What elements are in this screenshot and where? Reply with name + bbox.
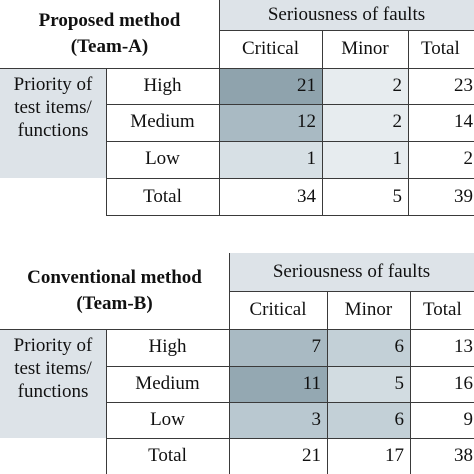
grid-line (410, 291, 411, 474)
grid-line (106, 402, 474, 403)
value-low-total: 2 (463, 148, 473, 170)
table-a-title-line2: (Team-A) (70, 36, 149, 57)
grid-line (322, 30, 323, 216)
value-low-minor: 6 (394, 408, 404, 430)
grid-line (106, 329, 107, 474)
value-total-critical: 21 (302, 444, 321, 466)
col-critical-header: Critical (242, 37, 299, 59)
col-total-header: Total (423, 298, 462, 320)
value-low-critical: 1 (306, 148, 316, 170)
value-high-minor: 6 (394, 336, 404, 358)
col-total-header: Total (421, 37, 460, 59)
grid-line (327, 291, 328, 474)
grid-line (106, 178, 474, 179)
table-team-b (0, 253, 474, 469)
row-label-total: Total (148, 444, 187, 466)
priority-line3: functions (17, 119, 89, 141)
row-label-medium: Medium (135, 372, 200, 394)
value-medium-critical: 12 (297, 111, 316, 133)
priority-line3: functions (17, 380, 89, 402)
value-low-total: 9 (463, 408, 473, 430)
grid-line (229, 291, 474, 292)
value-medium-minor: 5 (394, 372, 404, 394)
col-minor-header: Minor (344, 298, 393, 320)
priority-line2: test items/ (14, 96, 92, 118)
row-label-medium: Medium (130, 111, 195, 133)
value-low-minor: 1 (392, 148, 402, 170)
grid-line (0, 68, 474, 69)
seriousness-header: Seriousness of faults (272, 260, 431, 282)
priority-label (0, 329, 106, 438)
grid-line (106, 366, 474, 367)
priority-line1: Priority of (13, 335, 93, 356)
grid-line (106, 438, 474, 439)
value-high-minor: 2 (392, 74, 402, 96)
row-label-high: High (148, 336, 187, 358)
grid-line (219, 0, 220, 216)
row-label-high: High (143, 74, 182, 96)
table-team-a (0, 0, 474, 216)
value-high-total: 13 (454, 336, 473, 358)
priority-label (0, 68, 106, 178)
grid-line (408, 30, 409, 216)
value-low-critical: 3 (311, 408, 321, 430)
table-a-title-line1: Proposed method (38, 10, 181, 32)
grid-line (106, 215, 474, 216)
value-medium-critical: 11 (302, 372, 321, 394)
value-medium-total: 16 (454, 372, 473, 394)
value-total-total: 38 (454, 444, 473, 466)
value-medium-minor: 2 (392, 111, 402, 133)
table-a-title (0, 0, 219, 68)
grid-line (106, 104, 474, 105)
value-high-total: 23 (454, 74, 473, 96)
priority-line2: test items/ (14, 357, 92, 379)
row-label-total: Total (143, 185, 182, 207)
value-total-total: 39 (454, 185, 473, 207)
value-total-critical: 34 (297, 185, 316, 207)
table-b-title (0, 255, 229, 327)
priority-line1: Priority of (13, 74, 93, 95)
grid-line (0, 329, 474, 330)
col-critical-header: Critical (249, 298, 307, 320)
value-high-critical: 21 (297, 74, 316, 96)
row-label-low: Low (145, 148, 180, 170)
col-minor-header: Minor (341, 37, 389, 59)
grid-line (106, 141, 474, 142)
value-total-minor: 5 (392, 185, 402, 207)
table-b-title-line1: Conventional method (27, 267, 202, 289)
value-total-minor: 17 (385, 444, 404, 466)
grid-line (219, 30, 474, 31)
row-label-low: Low (150, 408, 185, 430)
table-b-title-line2: (Team-B) (76, 293, 153, 314)
grid-line (229, 253, 230, 474)
grid-line (106, 68, 107, 216)
value-high-critical: 7 (311, 336, 321, 358)
seriousness-header: Seriousness of faults (267, 3, 426, 25)
value-medium-total: 14 (454, 111, 473, 133)
